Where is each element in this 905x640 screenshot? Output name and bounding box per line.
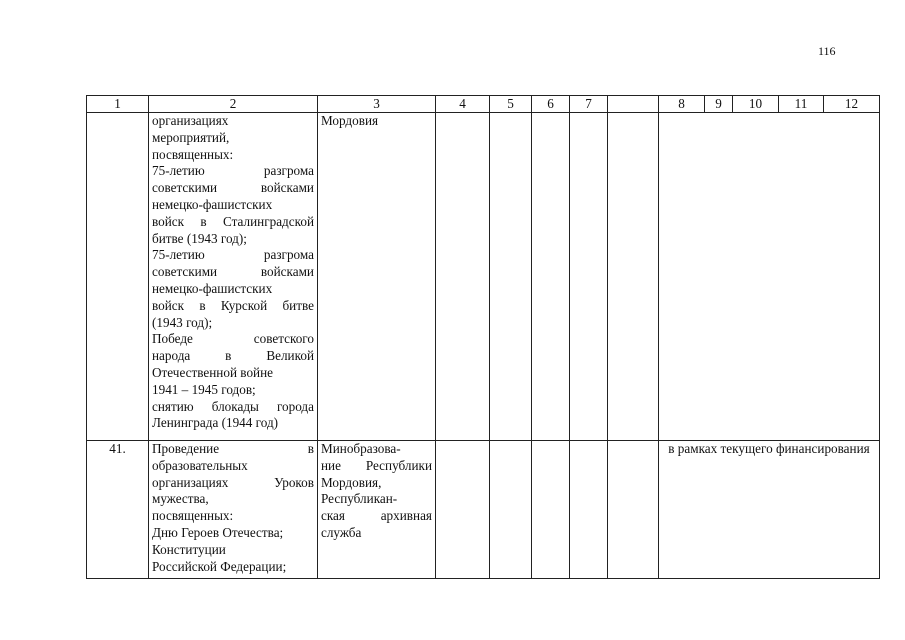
financing-cell: в рамках текущего финансирования bbox=[659, 441, 880, 579]
description-line: Проведение в bbox=[152, 441, 314, 456]
description-line: (1943 год); bbox=[152, 314, 213, 330]
empty-cell bbox=[490, 113, 532, 441]
header-cell: 7 bbox=[570, 96, 608, 113]
header-cell bbox=[608, 96, 659, 113]
table-row bbox=[87, 113, 880, 441]
description-line: Отечественной войне bbox=[152, 364, 274, 380]
header-cell: 5 bbox=[490, 96, 532, 113]
description-line: 1941 – 1945 годов; bbox=[152, 381, 256, 397]
description-line: мероприятий, bbox=[152, 129, 230, 145]
description-line: немецко-фашистских bbox=[152, 196, 273, 212]
empty-cell bbox=[532, 113, 570, 441]
description-line: Российской Федерации; bbox=[152, 558, 287, 574]
header-cell: 11 bbox=[779, 96, 824, 113]
empty-cell bbox=[570, 113, 608, 441]
executor-line: служба bbox=[321, 524, 362, 540]
description-line: советскими войсками bbox=[152, 180, 314, 196]
header-cell: 2 bbox=[149, 96, 318, 113]
header-cell: 12 bbox=[824, 96, 880, 113]
description-line: посвященных: bbox=[152, 508, 234, 524]
header-cell: 4 bbox=[436, 96, 490, 113]
header-cell: 1 bbox=[87, 96, 149, 113]
description-line: войск в Сталинградской bbox=[152, 213, 314, 229]
empty-cell bbox=[608, 113, 659, 441]
description-line: народа в Великой bbox=[152, 348, 314, 364]
header-cell: 9 bbox=[705, 96, 733, 113]
executor-line: ние Республики bbox=[321, 457, 432, 473]
description-line: Победе советского bbox=[152, 331, 314, 347]
description-line: 75-летию разгрома bbox=[152, 163, 314, 179]
executor-line: Мордовия bbox=[321, 113, 379, 128]
row-number-cell bbox=[87, 113, 149, 441]
description-line: Дню Героев Отечества; bbox=[152, 524, 284, 540]
description-line: организациях Уроков bbox=[152, 474, 314, 490]
description-cell bbox=[149, 113, 318, 441]
description-line: битве (1943 год); bbox=[152, 230, 247, 246]
description-line: советскими войсками bbox=[152, 264, 314, 280]
description-line: образовательных bbox=[152, 457, 248, 473]
header-cell: 10 bbox=[733, 96, 779, 113]
page-number: 116 bbox=[818, 44, 836, 58]
header-cell: 3 bbox=[318, 96, 436, 113]
header-cell: 8 bbox=[659, 96, 705, 113]
executor-cell bbox=[318, 441, 436, 579]
description-line: Конституции bbox=[152, 541, 226, 557]
empty-cell bbox=[570, 441, 608, 579]
financing-cell bbox=[659, 113, 880, 441]
description-line: войск в Курской битве bbox=[152, 297, 314, 313]
empty-cell bbox=[608, 441, 659, 579]
description-cell bbox=[149, 441, 318, 579]
row-number-cell: 41. bbox=[87, 441, 149, 579]
executor-line: ская архивная bbox=[321, 508, 432, 524]
executor-line: Республикан- bbox=[321, 491, 398, 507]
executor-cell bbox=[318, 113, 436, 441]
description-line: 75-летию разгрома bbox=[152, 247, 314, 263]
description-line: мужества, bbox=[152, 491, 209, 507]
description-line: организациях bbox=[152, 113, 229, 128]
executor-line: Минобразова- bbox=[321, 441, 401, 456]
empty-cell bbox=[532, 441, 570, 579]
description-line: посвященных: bbox=[152, 146, 234, 162]
description-line: Ленинграда (1944 год) bbox=[152, 415, 279, 431]
table-row bbox=[87, 441, 880, 579]
empty-cell bbox=[436, 441, 490, 579]
header-row bbox=[87, 96, 880, 113]
empty-cell bbox=[490, 441, 532, 579]
description-line: снятию блокады города bbox=[152, 398, 314, 414]
empty-cell bbox=[436, 113, 490, 441]
executor-line: Мордовия, bbox=[321, 474, 382, 490]
plan-table bbox=[86, 95, 880, 579]
header-cell: 6 bbox=[532, 96, 570, 113]
description-line: немецко-фашистских bbox=[152, 280, 273, 296]
